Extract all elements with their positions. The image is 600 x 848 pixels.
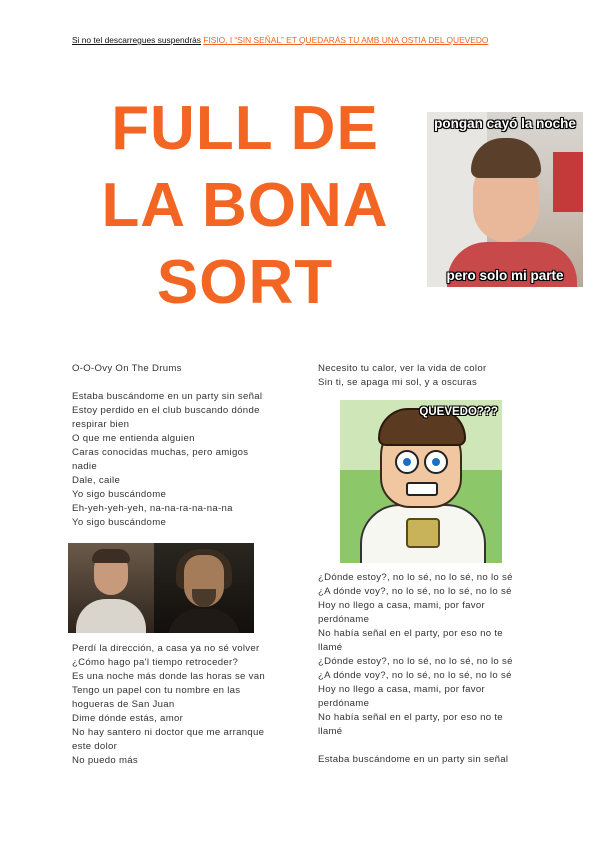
lyric-line: Yo sigo buscándome — [72, 517, 167, 528]
lyric-line: hogueras de San Juan — [72, 699, 175, 710]
lyric-line: O que me entienda alguien — [72, 433, 195, 444]
lyric-line: respirar bien — [72, 419, 130, 430]
lyric-line: No hay santero ni doctor que me arranque — [72, 727, 265, 738]
lyrics-block-left-1 — [72, 362, 297, 530]
portrait-body — [168, 609, 240, 633]
lyric-line: ¿Dónde estoy?, no lo sé, no lo sé, no lo sé — [318, 656, 513, 667]
lyric-line: Estaba buscándome en un party sin señal — [72, 391, 263, 402]
cartoon-image — [340, 400, 502, 563]
lyric-line: Es una noche más donde las horas se van — [72, 671, 266, 682]
lyric-line: ¿Dónde estoy?, no lo sé, no lo sé, no lo sé — [318, 572, 513, 583]
lyric-line: O-O-Ovy On The Drums — [72, 363, 182, 374]
lyric-spacer — [318, 739, 543, 753]
lyric-line: No puedo más — [72, 755, 138, 766]
lyric-line: llamé — [318, 726, 343, 737]
meme-background-red — [553, 152, 583, 212]
cartoon-eye-left — [395, 450, 419, 474]
meme-image-top-right — [427, 112, 583, 287]
lyric-line: Estoy perdido en el club buscando dónde — [72, 405, 260, 416]
photo-pair — [68, 543, 254, 633]
title-line-2: LA BONA — [101, 171, 389, 240]
page-title — [90, 90, 400, 321]
meme-caption-bottom: pero solo mi parte — [446, 268, 564, 283]
header-accent-text: FISIO, I “SIN SEÑAL” ET QUEDARÀS TU AMB UNA OSTIA DEL QUEVEDO — [203, 35, 489, 45]
header-plain-text: Si no tel descarregues suspendràs — [72, 35, 201, 45]
lyric-line: Sin ti, se apaga mi sol, y a oscuras — [318, 377, 478, 388]
lyric-line: Perdí la dirección, a casa ya no sé volver — [72, 643, 260, 654]
lyrics-block-left-2 — [72, 642, 297, 768]
cartoon-eye-right — [424, 450, 448, 474]
cartoon-mouth — [406, 482, 438, 496]
lyric-line: ¿Cómo hago pa'l tiempo retroceder? — [72, 657, 239, 668]
photo-portrait-painting — [154, 543, 254, 633]
cartoon-medal — [406, 518, 440, 548]
photo-singer-hair — [92, 549, 130, 563]
lyric-line: perdóname — [318, 698, 370, 709]
cartoon-caption: QUEVEDO??? — [419, 406, 498, 418]
lyric-line: Eh-yeh-yeh-yeh, na-na-ra-na-na-na — [72, 503, 233, 514]
lyric-line: este dolor — [72, 741, 118, 752]
lyric-line: Dime dónde estás, amor — [72, 713, 184, 724]
lyric-line: nadie — [72, 461, 97, 472]
lyric-line: Caras conocidas muchas, pero amigos — [72, 447, 249, 458]
lyric-line: ¿A dónde voy?, no lo sé, no lo sé, no lo sé — [318, 670, 512, 681]
lyric-line: Hoy no llego a casa, mami, por favor — [318, 684, 486, 695]
photo-singer-body — [76, 599, 146, 633]
title-line-1: FULL DE — [111, 94, 379, 163]
lyric-line: Tengo un papel con tu nombre en las — [72, 685, 241, 696]
lyric-line: llamé — [318, 642, 343, 653]
lyric-line: Dale, caile — [72, 475, 121, 486]
lyric-line: Yo sigo buscándome — [72, 489, 167, 500]
meme-caption-top: pongan cayó la noche — [434, 116, 576, 131]
photo-singer — [68, 543, 154, 633]
lyrics-block-right-1 — [318, 362, 543, 390]
lyric-line: ¿A dónde voy?, no lo sé, no lo sé, no lo sé — [318, 586, 512, 597]
lyric-line: No había señal en el party, por eso no te — [318, 712, 503, 723]
page-header — [72, 35, 542, 45]
lyric-line: Estaba buscándome en un party sin señal — [318, 754, 509, 765]
lyric-line: perdóname — [318, 614, 370, 625]
lyrics-block-right-2 — [318, 571, 543, 767]
lyric-line: No había señal en el party, por eso no te — [318, 628, 503, 639]
lyric-line: Hoy no llego a casa, mami, por favor — [318, 600, 486, 611]
title-line-3: SORT — [156, 248, 334, 317]
lyric-line: Necesito tu calor, ver la vida de color — [318, 363, 487, 374]
lyric-spacer — [72, 376, 297, 390]
